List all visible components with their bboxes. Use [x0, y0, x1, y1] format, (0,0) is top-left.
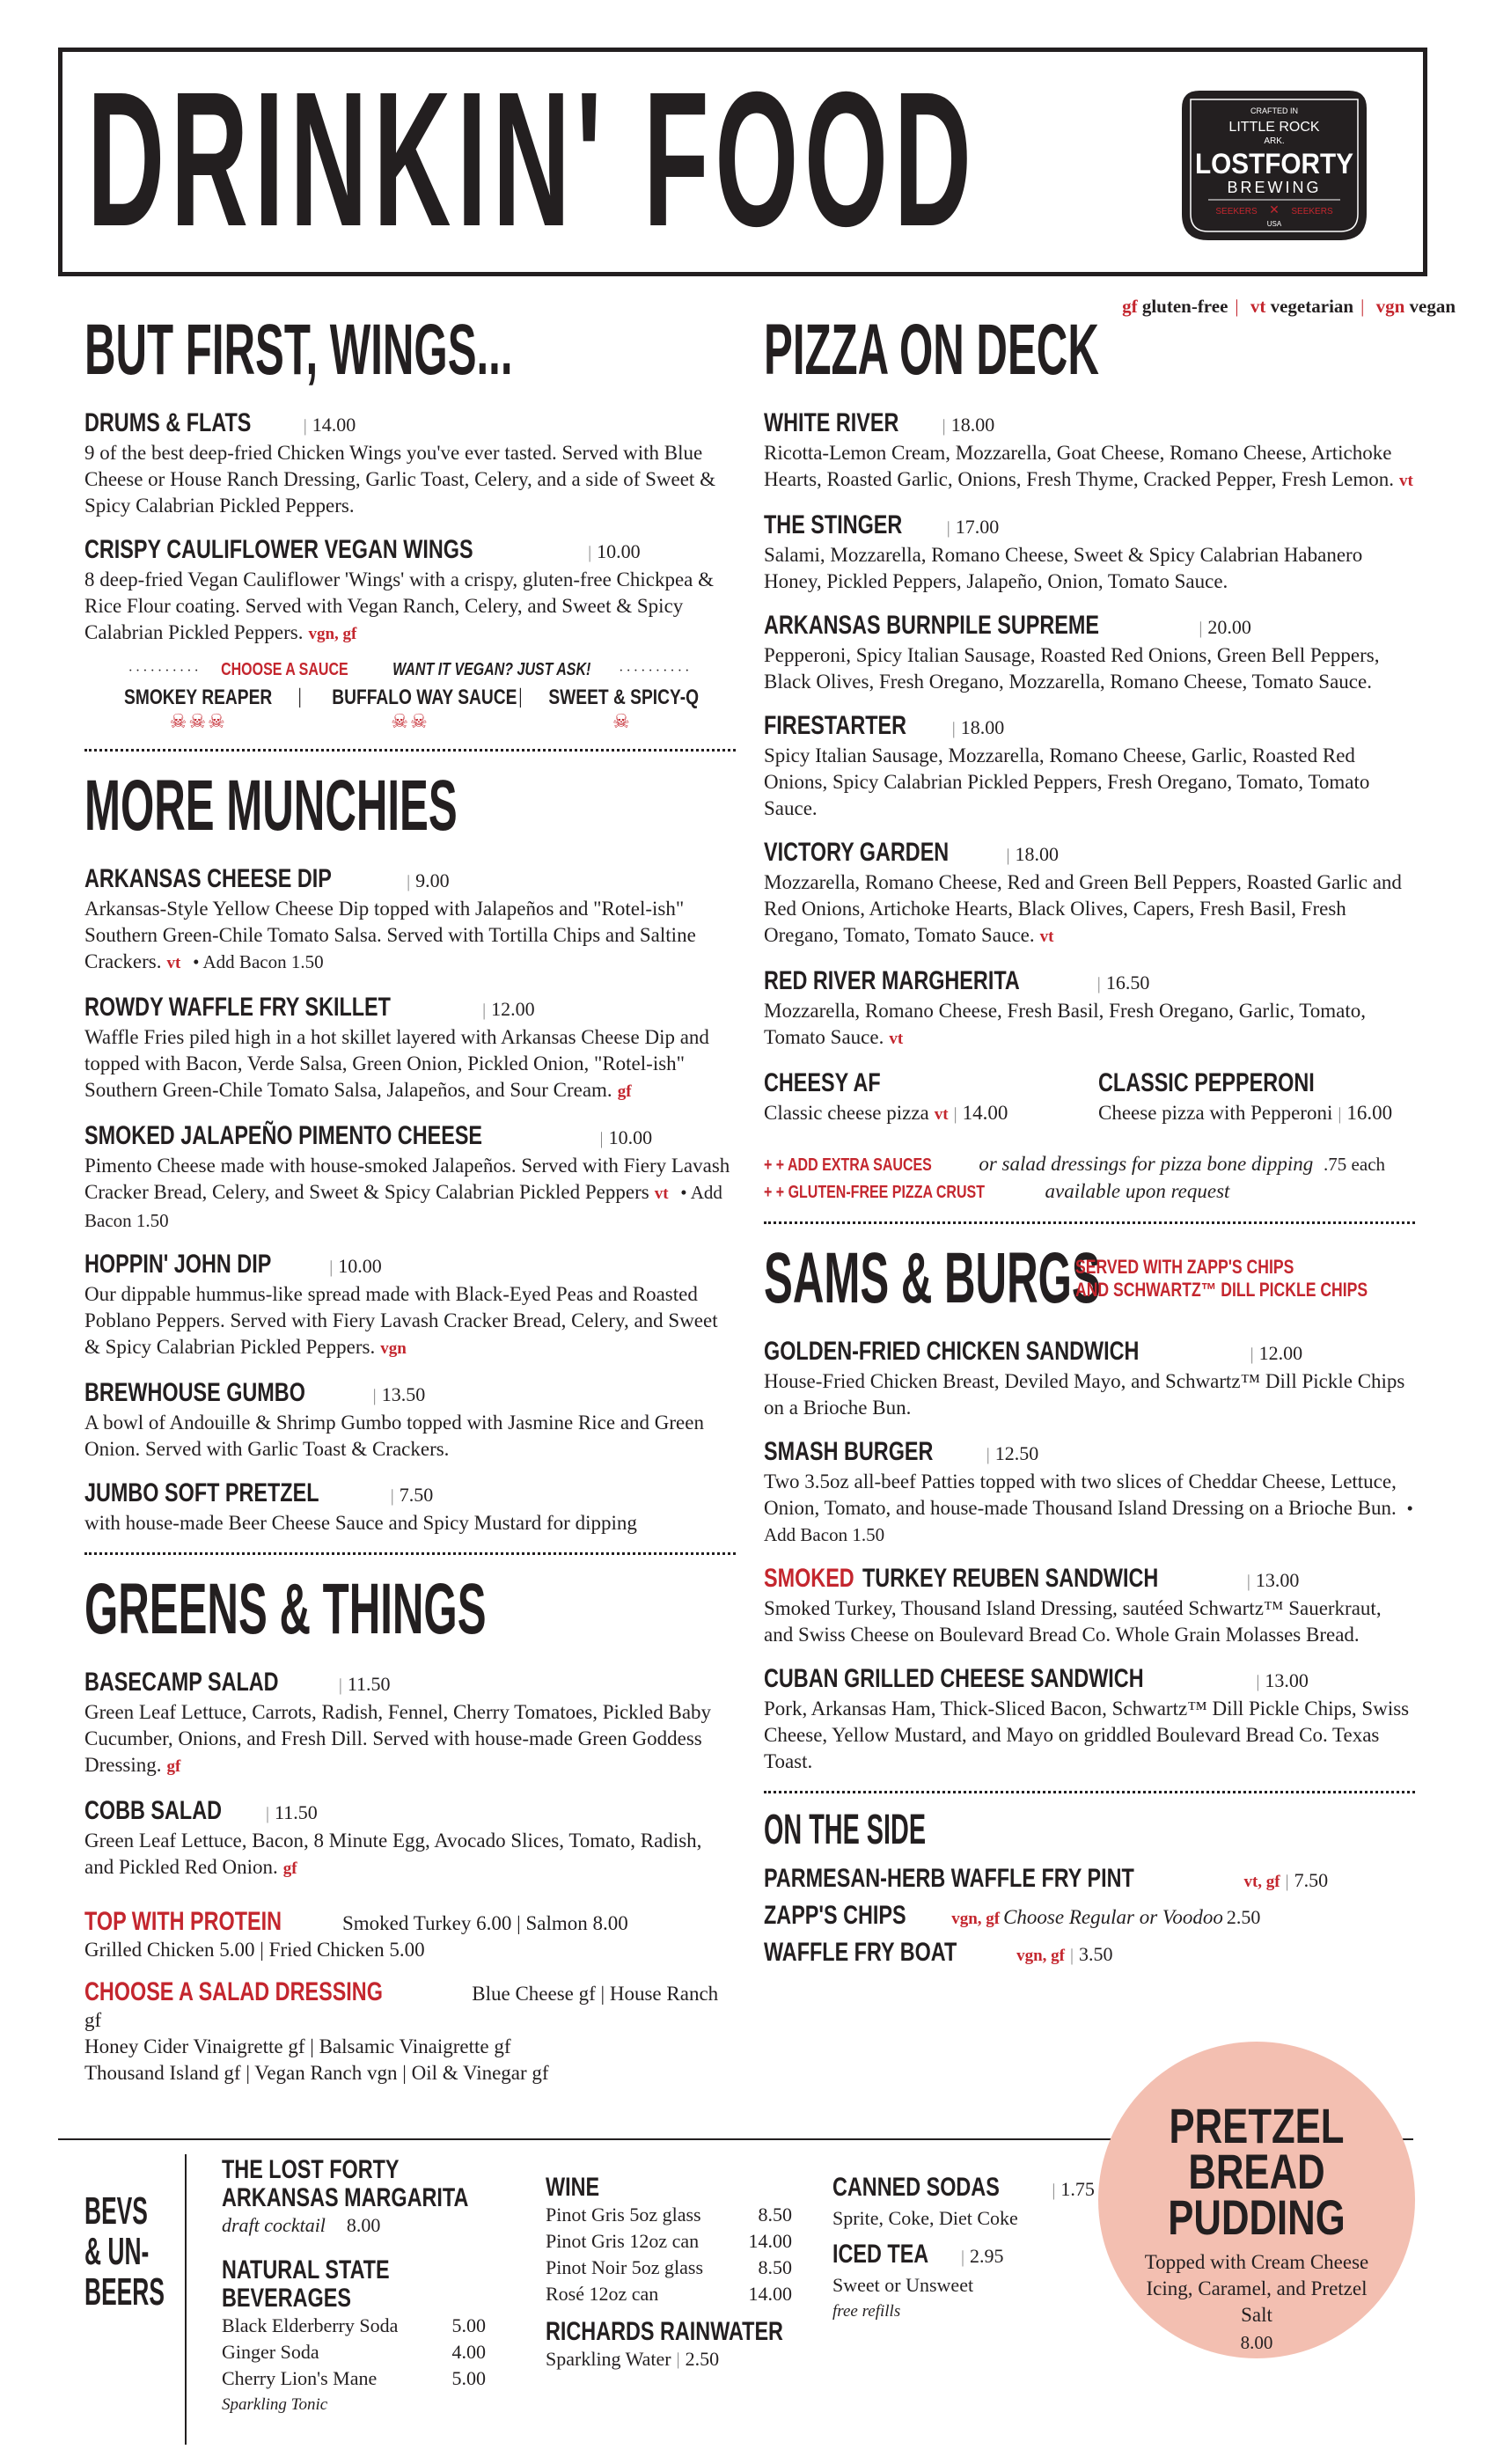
divider [84, 1552, 736, 1555]
bev-price: 8.50 [758, 2204, 792, 2226]
menu-item: JUMBO SOFT PRETZEL | 7.50 with house-made Beer Cheese Sauce and Spicy Mustard for dipping [84, 1478, 736, 1536]
margarita-title: THE LOST FORTY [222, 2155, 400, 2184]
tea-desc: Sweet or Unsweet [832, 2274, 974, 2296]
diet-tag: vt [889, 1030, 904, 1048]
item-name: BASECAMP SALAD [84, 1668, 279, 1697]
diet-tag: vgn, gf [308, 625, 357, 643]
dressing-line: Thousand Island gf | Vegan Ranch vgn | Oil & Vinegar gf [84, 2062, 549, 2084]
legend-vgn-label: vegan [1409, 296, 1456, 317]
item-desc: Mozzarella, Romano Cheese, Red and Green Bell Peppers, Roasted Garlic and Red Onions, Artichoke Hearts, Black Olives, Capers, Fresh Basil, Fresh Oregano, Tomato, Tomato Sauce. [764, 871, 1402, 946]
section-title-pizza: PIZZA ON DECK [764, 310, 1099, 390]
diet-tag: vgn [380, 1339, 407, 1358]
menu-item: ARKANSAS CHEESE DIP | 9.00 Arkansas-Style Yellow Cheese Dip topped with Jalapeños and "Rotel-ish" Southern Green-Chile Tomato Salsa. Served with Tortilla Chips and Saltine Crackers. vt • Add Bacon 1.50 [84, 864, 696, 972]
bev-price: 14.00 [748, 2283, 792, 2305]
menu-item: COBB SALAD | 11.50 Green Leaf Lettuce, Bacon, 8 Minute Egg, Avocado Slices, Tomato, Radish, and Pickled Red Onion. gf [84, 1796, 702, 1878]
dessert-title-line: BREAD [1188, 2144, 1325, 2199]
menu-item: BASECAMP SALAD | 11.50 Green Leaf Lettuce, Carrots, Radish, Fennel, Cherry Tomatoes, Pickled Baby Cucumber, Onions, and Fresh Dill. Served with house-made Green Goddess Dressing. gf [84, 1668, 712, 1776]
item-price: 20.00 [1207, 616, 1251, 638]
section-title-greens: GREENS & THINGS [84, 1569, 487, 1649]
diet-tag: vgn, gf [1016, 1947, 1065, 1965]
item-desc: Salami, Mozzarella, Romano Cheese, Sweet & Spicy Calabrian Habanero Honey, Pickled Peppers, Jalapeño, Onion, Tomato Sauce. [764, 544, 1363, 592]
menu-item: GOLDEN-FRIED CHICKEN SANDWICH | 12.00 House-Fried Chicken Breast, Deviled Mayo, and Schwartz™ Dill Pickle Chips on a Brioche Bun. [764, 1337, 1415, 1421]
bev-name: Black Elderberry Soda [222, 2314, 399, 2336]
sauce-option [309, 686, 517, 733]
bev-name: Pinot Noir 5oz glass [546, 2256, 704, 2278]
bev-item [222, 2365, 486, 2392]
divider [84, 749, 736, 752]
logo-right: SEEKERS [1291, 207, 1333, 216]
menu-item: CLASSIC PEPPERONI Cheese pizza with Pepperoni | 16.00 [1098, 1068, 1393, 1124]
item-desc: Waffle Fries piled high in a hot skillet layered with Arkansas Cheese Dip and topped with Bacon, Verde Salsa, Green Onion, Pickled Onion, "Rotel-ish" Southern Green-Chile Tomato Salsa, Jalapeños, and Sour Cream. [84, 1026, 709, 1101]
natural-title: BEVERAGES [222, 2284, 351, 2313]
page-title: DRINKIN' FOOD [87, 53, 978, 267]
item-name-highlight: SMOKED [764, 1564, 854, 1593]
item-desc: House-Fried Chicken Breast, Deviled Mayo, and Schwartz™ Dill Pickle Chips on a Brioche Bun. [764, 1370, 1405, 1419]
dressing-line: Honey Cider Vinaigrette gf | Balsamic Vinaigrette gf [84, 2035, 511, 2057]
protein-line: Smoked Turkey 6.00 | Salmon 8.00 [342, 1912, 628, 1934]
item-price: 12.00 [1258, 1342, 1303, 1364]
bev-column-3 [832, 2173, 1095, 2325]
item-name: CUBAN GRILLED CHEESE SANDWICH [764, 1664, 1144, 1693]
menu-item: ROWDY WAFFLE FRY SKILLET | 12.00 Waffle Fries piled high in a hot skillet layered with Arkansas Cheese Dip and topped with Bacon, Verde Salsa, Green Onion, Pickled Onion, "Rotel-ish" Southern Green-Chile Tomato Salsa, Jalapeños, and Sour Cream. gf [84, 993, 709, 1101]
item-name: FIRESTARTER [764, 711, 907, 740]
dressing-options [84, 1979, 736, 2086]
tea-head: ICED TEA | 2.95 [832, 2240, 1004, 2269]
section-title-wings: BUT FIRST, WINGS... [84, 310, 513, 390]
bev-column-1 [222, 2156, 486, 2418]
rainwater-desc: Sparkling Water [546, 2348, 671, 2370]
menu-item: BREWHOUSE GUMBO | 13.50 A bowl of Andouille & Shrimp Gumbo topped with Jasmine Rice and Green Onion. Served with Garlic Toast & Crackers. [84, 1378, 736, 1463]
item-price: 13.00 [1255, 1569, 1300, 1591]
item-name: CRISPY CAULIFLOWER VEGAN WINGS [84, 535, 473, 564]
item-addon: • Add Bacon 1.50 [764, 1498, 1413, 1545]
logo-city: LITTLE ROCK [1228, 120, 1320, 135]
item-price: 13.00 [1265, 1669, 1309, 1691]
item-price: 12.00 [491, 998, 535, 1020]
bev-item [546, 2228, 792, 2255]
left-column [84, 308, 736, 2086]
rainwater-price: 2.50 [685, 2348, 720, 2370]
gf-crust-label: + + GLUTEN-FREE PIZZA CRUST [764, 1183, 985, 1202]
item-desc: Arkansas-Style Yellow Cheese Dip topped with Jalapeños and "Rotel-ish" Southern Green-Chile Tomato Salsa. Served with Tortilla Chips and Saltine Crackers. [84, 898, 696, 972]
menu-item: ARKANSAS BURNPILE SUPREME | 20.00 Pepperoni, Spicy Italian Sausage, Roasted Red Onions, Green Bell Peppers, Black Olives, Fresh Oregano, Mozzarella, Romano Cheese, Tomato Sauce. [764, 611, 1415, 695]
bev-price: 5.00 [451, 2367, 486, 2389]
divider [764, 1791, 1415, 1793]
item-price: 14.00 [962, 1102, 1008, 1124]
item-detail: Choose Regular or Voodoo [1003, 1906, 1223, 1928]
bev-item [546, 2281, 792, 2307]
choose-sauce-label: CHOOSE A SAUCE [220, 660, 348, 679]
menu-item: VICTORY GARDEN | 18.00 Mozzarella, Romano Cheese, Red and Green Bell Peppers, Roasted Garlic and Red Onions, Artichoke Hearts, Black Olives, Capers, Fresh Basil, Fresh Oregano, Tomato, Tomato Sauce. vt [764, 838, 1402, 946]
right-column [764, 308, 1415, 1969]
item-name: SMASH BURGER [764, 1437, 934, 1466]
legend-vgn-abbr: vgn [1375, 296, 1405, 317]
item-name: WHITE RIVER [764, 408, 899, 437]
item-price: 2.50 [1226, 1906, 1261, 1928]
item-name: GOLDEN-FRIED CHICKEN SANDWICH [764, 1337, 1140, 1366]
dressing-label: CHOOSE A SALAD DRESSING [84, 1977, 383, 2006]
item-name: SMOKED JALAPEÑO PIMENTO CHEESE [84, 1121, 483, 1150]
menu-item: SMOKED TURKEY REUBEN SANDWICH | 13.00 Smoked Turkey, Thousand Island Dressing, sautéed Schwartz™ Sauerkraut, and Swiss Cheese on Boulevard Bread Co. Whole Grain Molasses Bread. [764, 1564, 1415, 1648]
item-desc: Mozzarella, Romano Cheese, Fresh Basil, Fresh Oregano, Garlic, Tomato, Tomato Sauce. [764, 1000, 1366, 1048]
dressing-line: Blue Cheese gf | House Ranch gf [84, 1983, 719, 2031]
bev-item [546, 2202, 792, 2228]
item-desc: Ricotta-Lemon Cream, Mozzarella, Goat Cheese, Romano Cheese, Artichoke Hearts, Roasted Garlic, Onions, Fresh Thyme, Cracked Pepper, Fresh Lemon. [764, 442, 1394, 490]
skull-icon: ☠☠ [391, 710, 429, 732]
diet-tag: gf [617, 1082, 632, 1101]
item-price: 18.00 [960, 716, 1005, 738]
bev-item [546, 2255, 792, 2281]
dessert-title [1133, 2098, 1381, 2245]
menu-item: HOPPIN' JOHN DIP | 10.00 Our dippable hummus-like spread made with Black-Eyed Peas and Roasted Poblano Peppers. Served with Fiery Lavash Cracker Bread, Celery, and Sweet & Spicy Calabrian Pickled Peppers. vgn [84, 1250, 718, 1358]
gf-crust-desc: available upon request [1045, 1180, 1230, 1202]
bev-name: Pinot Gris 5oz glass [546, 2204, 701, 2226]
item-desc: 9 of the best deep-fried Chicken Wings you've ever tasted. Served with Blue Cheese or House Ranch Dressing, Garlic Toast, Celery, and a side of Sweet & Spicy Calabrian Pickled Peppers. [84, 442, 715, 517]
brewery-logo [1173, 82, 1375, 249]
sams-header [764, 1236, 1415, 1321]
logo-left: SEEKERS [1215, 207, 1258, 216]
logo-badge-icon [1173, 82, 1375, 249]
item-price: 11.50 [347, 1673, 391, 1695]
tea-note: free refills [832, 2302, 901, 2321]
dessert-price: 8.00 [1240, 2332, 1273, 2353]
item-desc: Green Leaf Lettuce, Bacon, 8 Minute Egg, Avocado Slices, Tomato, Radish, and Pickled Red Onion. [84, 1830, 702, 1878]
natural-note: Sparkling Tonic [222, 2395, 328, 2414]
item-desc: Cheese pizza with Pepperoni [1098, 1102, 1333, 1124]
logo-name: LOSTFORTY [1195, 148, 1353, 180]
menu-item: CHEESY AF Classic cheese pizza vt | 14.00 [764, 1068, 1008, 1124]
sauce-name: BUFFALO WAY SAUCE [332, 686, 517, 709]
item-price: 3.50 [1079, 1943, 1113, 1965]
divider [764, 1221, 1415, 1224]
bev-price: 8.50 [758, 2256, 792, 2278]
bev-price: 4.00 [451, 2341, 486, 2363]
diet-tag: gf [166, 1757, 181, 1776]
item-name: TURKEY REUBEN SANDWICH [862, 1564, 1158, 1593]
sauce-option [530, 686, 715, 733]
wine-title: WINE [546, 2173, 600, 2202]
item-desc: 8 deep-fried Vegan Cauliflower 'Wings' with a crispy, gluten-free Chickpea & Rice Flour coating. Served with Vegan Ranch, Celery, and Sweet & Spicy Calabrian Pickled Peppers. [84, 568, 715, 643]
item-name: ARKANSAS CHEESE DIP [84, 864, 332, 893]
item-name: THE STINGER [764, 510, 903, 539]
dessert-desc: Topped with Cream Cheese Icing, Caramel, and Pretzel Salt [1144, 2251, 1369, 2326]
sams-subtitle-line: AND SCHWARTZ™ DILL PICKLE CHIPS [1075, 1279, 1368, 1301]
bev-item [222, 2313, 486, 2339]
sodas-title: CANNED SODAS [832, 2173, 1000, 2202]
tea-title: ICED TEA [832, 2240, 929, 2269]
item-price: 16.50 [1105, 972, 1150, 994]
item-name: CHEESY AF [764, 1068, 881, 1097]
item-price: 18.00 [1015, 843, 1060, 865]
item-name: BREWHOUSE GUMBO [84, 1378, 305, 1407]
item-desc: A bowl of Andouille & Shrimp Gumbo topped with Jasmine Rice and Green Onion. Served with Garlic Toast & Crackers. [84, 1412, 704, 1460]
item-desc: Pork, Arkansas Ham, Thick-Sliced Bacon, Schwartz™ Dill Pickle Chips, Swiss Cheese, Yellow Mustard, and Mayo on griddled Boulevard Bread Co. Texas Toast. [764, 1698, 1410, 1772]
sauce-header: ·········· CHOOSE A SAUCE WANT IT VEGAN? JUST ASK! ·········· [128, 660, 693, 679]
bev-name: Cherry Lion's Mane [222, 2367, 378, 2389]
menu-item: FIRESTARTER | 18.00 Spicy Italian Sausage, Mozzarella, Romano Cheese, Garlic, Roasted Red Onions, Spicy Calabrian Pickled Peppers, Fresh Oregano, Tomato, Tomato Sauce. [764, 711, 1415, 822]
item-desc: Two 3.5oz all-beef Patties topped with two slices of Cheddar Cheese, Lettuce, Onion, Tomato, and house-made Thousand Island Dressing on a Brioche Bun. [764, 1470, 1397, 1519]
protein-label: TOP WITH PROTEIN [84, 1907, 282, 1936]
legend-vt-abbr: vt [1250, 296, 1266, 317]
bev-name: Ginger Soda [222, 2341, 319, 2363]
logo-sub: BREWING [1227, 179, 1322, 196]
extra-sauces-label: + + ADD EXTRA SAUCES [764, 1155, 932, 1175]
item-desc: Our dippable hummus-like spread made with Black-Eyed Peas and Roasted Poblano Peppers. Served with Fiery Lavash Cracker Bread, Celery, and Sweet & Spicy Calabrian Pickled Peppers. [84, 1283, 718, 1358]
bevs-title-line: & UN- [84, 2230, 150, 2273]
item-desc: Pimento Cheese made with house-smoked Jalapeños. Served with Fiery Lavash Cracker Bread, Celery, and Sweet & Spicy Calabrian Pickled Peppers [84, 1155, 730, 1203]
item-name: ARKANSAS BURNPILE SUPREME [764, 611, 1099, 640]
dessert-title-line: PUDDING [1168, 2189, 1346, 2245]
diet-tag: vt [166, 954, 181, 972]
menu-item: THE STINGER | 17.00 Salami, Mozzarella, Romano Cheese, Sweet & Spicy Calabrian Habanero Honey, Pickled Peppers, Jalapeño, Onion, Tomato Sauce. [764, 510, 1415, 595]
side-list [764, 1864, 1415, 1969]
diet-tag: vt [934, 1105, 949, 1124]
item-name: RED RIVER MARGHERITA [764, 966, 1020, 995]
diet-tag: gf [282, 1859, 297, 1878]
legend-gf-label: gluten-free [1141, 296, 1228, 317]
menu-item: CRISPY CAULIFLOWER VEGAN WINGS | 10.00 8 deep-fried Vegan Cauliflower 'Wings' with a crispy, gluten-free Chickpea & Rice Flour coating. Served with Vegan Ranch, Celery, and Sweet & Spicy Calabrian Pickled Peppers. vgn, gf [84, 535, 715, 643]
diet-tag: vt [1039, 928, 1054, 946]
item-name: PARMESAN-HERB WAFFLE FRY PINT [764, 1864, 1134, 1893]
item-desc: Smoked Turkey, Thousand Island Dressing, sautéed Schwartz™ Sauerkraut, and Swiss Cheese on Boulevard Bread Co. Whole Grain Molasses Bread. [764, 1597, 1382, 1646]
skull-icon: ☠ [612, 710, 632, 732]
rainwater-title: RICHARDS RAINWATER [546, 2317, 783, 2346]
bev-column-2: WINE Pinot Gris 5oz glass 8.50 Pinot Gris 12oz can 14.00 Pinot Noir 5oz glass 8.50 Rosé 12oz can 14.00 RICHARDS RAINWATER Sparkling Water | 2.50 [546, 2174, 792, 2372]
bev-name: Rosé 12oz can [546, 2283, 659, 2305]
diet-legend: gf gluten-free | vt vegetarian | vgn vegan [1122, 296, 1456, 317]
bev-item [222, 2339, 486, 2365]
item-desc: Green Leaf Lettuce, Carrots, Radish, Fennel, Cherry Tomatoes, Pickled Baby Cucumber, Onions, and Fresh Dill. Served with house-made Green Goddess Dressing. [84, 1701, 712, 1776]
logo-country: USA [1266, 220, 1282, 228]
sams-subtitle [1075, 1256, 1441, 1302]
section-title-sams: SAMS & BURGS [764, 1238, 1101, 1318]
item-name: CLASSIC PEPPERONI [1098, 1068, 1315, 1097]
menu-item: RED RIVER MARGHERITA | 16.50 Mozzarella, Romano Cheese, Fresh Basil, Fresh Oregano, Garlic, Tomato, Tomato Sauce. vt [764, 966, 1366, 1048]
sams-subtitle-line: SERVED WITH ZAPP'S CHIPS [1075, 1256, 1294, 1278]
logo-crafted: CRAFTED IN [1250, 106, 1298, 115]
sodas-head: CANNED SODAS | 1.75 [832, 2173, 1095, 2202]
section-title-side: ON THE SIDE [764, 1807, 927, 1853]
legend-gf-abbr: gf [1122, 296, 1138, 317]
sodas-price: 1.75 [1060, 2178, 1095, 2200]
extra-sauces-desc: or salad dressings for pizza bone dipping [979, 1153, 1314, 1175]
svg-text:✕: ✕ [1269, 204, 1280, 217]
item-price: 16.00 [1346, 1102, 1393, 1124]
item-price: 12.50 [994, 1442, 1039, 1464]
margarita-price: 8.00 [346, 2214, 381, 2236]
bevs-divider [185, 2154, 187, 2445]
legend-vt-label: vegetarian [1270, 296, 1354, 317]
item-desc: Classic cheese pizza [764, 1102, 929, 1124]
logo-state: ARK. [1264, 136, 1285, 146]
item-price: 11.50 [275, 1801, 318, 1823]
dessert-title-line: PRETZEL [1169, 2098, 1345, 2153]
margarita-title: ARKANSAS MARGARITA [222, 2183, 469, 2212]
bevs-title-line: BEVS [84, 2189, 148, 2233]
menu-item: SMASH BURGER | 12.50 Two 3.5oz all-beef Patties topped with two slices of Cheddar Cheese, Lettuce, Onion, Tomato, and house-made Thousand Island Dressing on a Brioche Bun. • Add Bacon 1.50 [764, 1437, 1413, 1545]
item-name: HOPPIN' JOHN DIP [84, 1250, 272, 1279]
item-price: 7.50 [399, 1484, 434, 1506]
side-item: WAFFLE FRY BOAT vgn, gf | 3.50 [764, 1938, 1113, 1967]
item-name: COBB SALAD [84, 1796, 222, 1825]
extra-sauces-price: .75 each [1324, 1154, 1386, 1175]
item-price: 13.50 [381, 1383, 426, 1405]
margarita-desc: draft cocktail [222, 2214, 326, 2236]
item-addon: • Add Bacon 1.50 [84, 1182, 722, 1231]
bevs-title [84, 2191, 165, 2313]
sodas-desc: Sprite, Coke, Diet Coke [832, 2207, 1018, 2229]
item-name: ROWDY WAFFLE FRY SKILLET [84, 993, 391, 1022]
protein-line: Grilled Chicken 5.00 | Fried Chicken 5.00 [84, 1939, 425, 1961]
section-title-munchies: MORE MUNCHIES [84, 766, 458, 846]
bev-price: 14.00 [748, 2230, 792, 2252]
natural-title: NATURAL STATE [222, 2255, 390, 2284]
diet-tag: vgn, gf [951, 1910, 1001, 1928]
dessert-circle [1098, 2042, 1415, 2358]
item-name: DRUMS & FLATS [84, 408, 252, 437]
bevs-title-line: BEERS [84, 2270, 165, 2314]
header-box [58, 48, 1427, 276]
diet-tag: vt [1398, 472, 1413, 490]
protein-options [84, 1909, 736, 1963]
item-price: 10.00 [338, 1255, 382, 1277]
item-desc: Spicy Italian Sausage, Mozzarella, Romano Cheese, Garlic, Roasted Red Onions, Spicy Calabrian Pickled Peppers, Fresh Oregano, Tomato, Tomato Sauce. [764, 744, 1370, 819]
menu-item: SMOKED JALAPEÑO PIMENTO CHEESE | 10.00 Pimento Cheese made with house-smoked Jalapeños. Served with Fiery Lavash Cracker Bread, Celery, and Sweet & Spicy Calabrian Pickled Peppers vt • Add Bacon 1.50 [84, 1121, 730, 1231]
diet-tag: vt, gf [1243, 1873, 1280, 1891]
side-item: PARMESAN-HERB WAFFLE FRY PINT vt, gf | 7.50 [764, 1864, 1329, 1893]
item-addon: • Add Bacon 1.50 [193, 951, 324, 972]
menu-item: WHITE RIVER | 18.00 Ricotta-Lemon Cream, Mozzarella, Goat Cheese, Romano Cheese, Artichoke Hearts, Roasted Garlic, Onions, Fresh Thyme, Cracked Pepper, Fresh Lemon. vt [764, 408, 1413, 490]
sauce-list: SMOKEY REAPER ☠☠☠ | BUFFALO WAY SAUCE ☠☠ | SWEET & SPICY-Q ☠ [84, 686, 736, 733]
item-desc: Pepperoni, Spicy Italian Sausage, Roasted Red Onions, Green Bell Peppers, Black Olives, Fresh Oregano, Mozzarella, Romano Cheese, Tomato Sauce. [764, 644, 1380, 693]
item-name: ZAPP'S CHIPS [764, 1901, 906, 1930]
diet-tag: vt [654, 1184, 669, 1203]
item-price: 18.00 [950, 414, 995, 436]
item-name: VICTORY GARDEN [764, 838, 950, 867]
skull-icon: ☠☠☠ [169, 710, 227, 732]
item-price: 10.00 [597, 540, 641, 562]
item-price: 9.00 [415, 869, 450, 891]
item-price: 17.00 [955, 516, 1000, 538]
side-item [764, 1901, 1415, 1932]
item-price: 7.50 [1294, 1869, 1329, 1891]
want-vegan-label: WANT IT VEGAN? JUST ASK! [392, 660, 590, 679]
menu-item: CUBAN GRILLED CHEESE SANDWICH | 13.00 Pork, Arkansas Ham, Thick-Sliced Bacon, Schwartz™ Dill Pickle Chips, Swiss Cheese, Yellow Mustard, and Mayo on griddled Boulevard Bread Co. Texas Toast. [764, 1664, 1415, 1775]
pizza-extras [764, 1151, 1415, 1206]
sauce-name: SWEET & SPICY-Q [548, 686, 699, 709]
item-price: 14.00 [312, 414, 356, 436]
bev-name: Pinot Gris 12oz can [546, 2230, 700, 2252]
item-price: 10.00 [608, 1126, 653, 1148]
item-desc: with house-made Beer Cheese Sauce and Spicy Mustard for dipping [84, 1512, 637, 1534]
item-name: WAFFLE FRY BOAT [764, 1938, 957, 1967]
sauce-name: SMOKEY REAPER [124, 686, 273, 709]
tea-price: 2.95 [970, 2245, 1004, 2267]
sauce-option [106, 686, 290, 733]
bev-price: 5.00 [451, 2314, 486, 2336]
item-name: JUMBO SOFT PRETZEL [84, 1478, 319, 1507]
menu-item: DRUMS & FLATS | 14.00 9 of the best deep-fried Chicken Wings you've ever tasted. Served with Blue Cheese or House Ranch Dressing, Garlic Toast, Celery, and a side of Sweet & Spicy Calabrian Pickled Peppers. [84, 408, 736, 519]
classic-pizzas [764, 1068, 1415, 1128]
